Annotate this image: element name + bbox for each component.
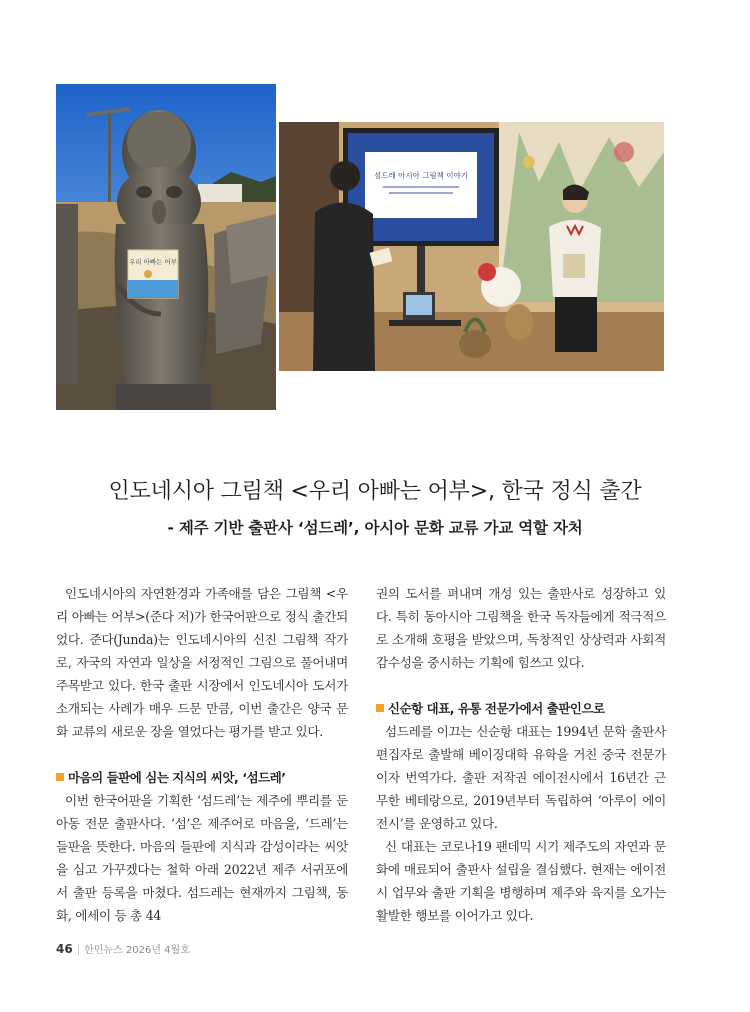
square-bullet-icon (376, 704, 384, 712)
column-right (376, 582, 666, 927)
section-heading (56, 766, 348, 789)
screen-title: 섬드레 아시아 그림책 이야기 (373, 171, 469, 180)
article-subtitle: - 제주 기반 출판사 ‘섬드레’, 아시아 문화 교류 가교 역할 자처 (167, 519, 583, 537)
book-cover-title: 우리 아빠는 어부 (128, 258, 178, 266)
section-heading-text: 마음의 들판에 심는 지식의 씨앗, ‘섬드레’ (68, 770, 286, 785)
article-title: 인도네시아 그림책 <우리 아빠는 어부>, 한국 정식 출간 (108, 479, 642, 504)
issue-label: 한민뉴스 2026년 4월호 (84, 945, 190, 956)
footer-divider: | (76, 945, 81, 956)
page-footer (56, 941, 190, 956)
photo-presentation (279, 122, 664, 371)
page-number: 46 (56, 942, 73, 956)
photo-stone-statue (56, 84, 276, 410)
paragraph: 인도네시아의 자연환경과 가족애를 담은 그림책 <우리 아빠는 어부>(준다 저)가 한국어판으로 정식 출간되었다. 준다(Junda)는 인도네시아의 신진 그림책 작가로, 자국의 자연과 일상을 서정적인 그림으로 풀어내며 주목받고 있다. 한국 출판 시장에서 인도네시아 도서가 소개되는 사례가 매우 드문 만큼, 이번 출간은 양국 문화 교류의 새로운 장을 열었다는 평가를 받고 있다. (56, 586, 348, 739)
paragraph: 신 대표는 코로나19 팬데믹 시기 제주도의 자연과 문화에 매료되어 출판사 설립을 결심했다. 현재는 에이전시 업무와 출판 기획을 병행하며 제주와 육지를 오가는 활발한 행보를 이어가고 있다. (376, 839, 666, 923)
paragraph: 권의 도서를 펴내며 개성 있는 출판사로 성장하고 있다. 특히 동아시아 그림책을 한국 독자들에게 적극적으로 소개해 호평을 받았으며, 독창적인 상상력과 사회적 감수성을 중시하는 기획에 힘쓰고 있다. (376, 586, 666, 670)
paragraph: 이번 한국어판을 기획한 ‘섬드레’는 제주에 뿌리를 둔 아동 전문 출판사다. ‘섬’은 제주어로 마음을, ‘드레’는 들판을 뜻한다. 마음의 들판에 지식과 감성이라는 씨앗을 심고 가꾸겠다는 철학 아래 2022년 제주 서귀포에서 출판 등록을 마쳤다. 섬드레는 현재까지 그림책, 동화, 에세이 등 총 44 (56, 793, 348, 923)
paragraph: 섬드레를 이끄는 신순항 대표는 1994년 문학 출판사 편집자로 출발해 베이징대학 유학을 거친 중국 전문가이자 번역가다. 출판 저작권 에이전시에서 16년간 근무한 베테랑으로, 2019년부터 독립하여 ‘아루이 에이전시’를 운영하고 있다. (376, 724, 666, 831)
square-bullet-icon (56, 773, 64, 781)
section-heading (376, 697, 666, 720)
column-left (56, 582, 348, 927)
section-heading-text: 신순항 대표, 유통 전문가에서 출판인으로 (388, 701, 605, 716)
